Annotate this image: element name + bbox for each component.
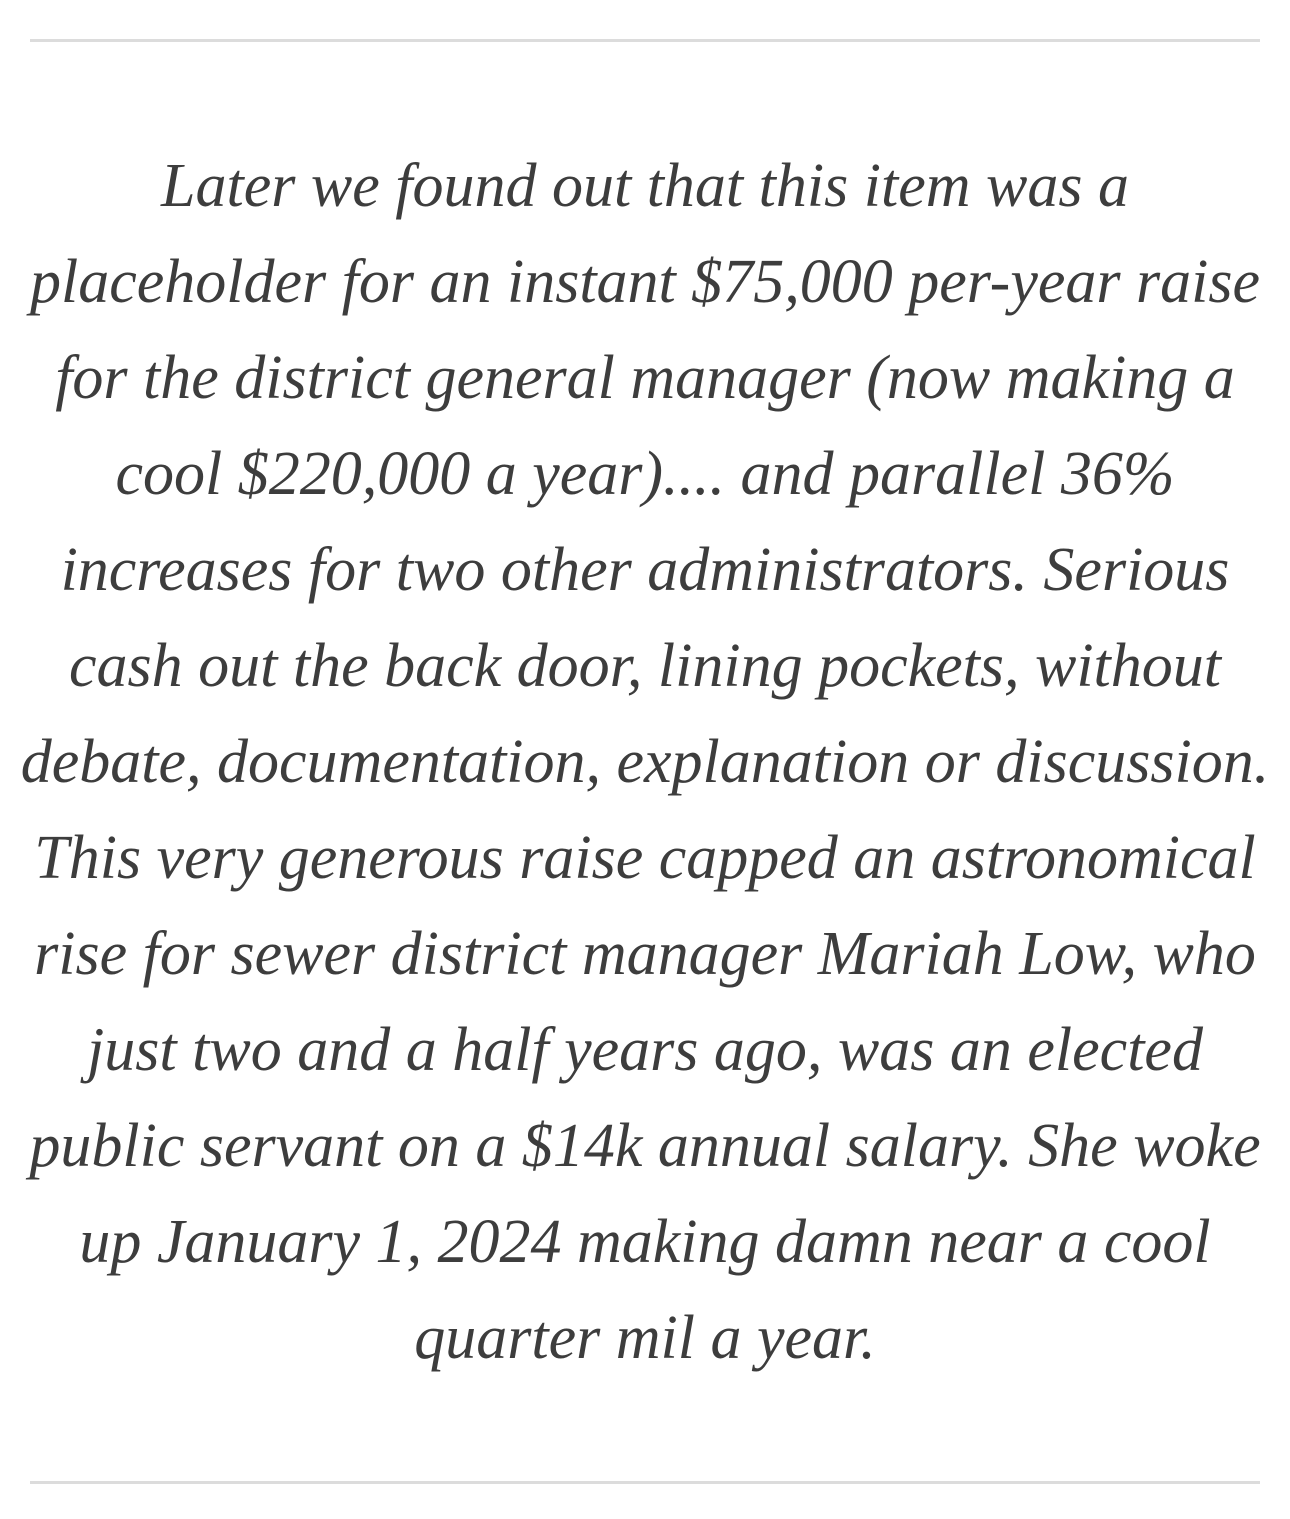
quote-line-3: for the district general manager (now making a (55, 344, 1235, 412)
quote-line-1: Later we found out that this item was a (161, 152, 1129, 220)
quote-line-9: rise for sewer district manager Mariah Low, who (34, 920, 1256, 988)
quote-line-13: quarter mil a year. (414, 1304, 876, 1372)
quote-line-6: cash out the back door, lining pockets, without (68, 632, 1222, 700)
quote-line-7: debate, documentation, explanation or discussion. (20, 728, 1270, 796)
quote-line-12: up January 1, 2024 making damn near a cool (79, 1208, 1211, 1276)
pull-quote (20, 138, 1270, 1386)
quote-line-5: increases for two other administrators. Serious (60, 536, 1230, 604)
top-divider (30, 39, 1260, 42)
quote-line-4: cool $220,000 a year).... and parallel 36% (115, 440, 1175, 508)
quote-line-11: public servant on a $14k annual salary. She woke (29, 1112, 1261, 1180)
quote-line-10: just two and a half years ago, was an elected (87, 1016, 1203, 1084)
quote-line-2: placeholder for an instant $75,000 per-year raise (29, 248, 1260, 316)
bottom-divider (30, 1481, 1260, 1484)
quote-line-8: This very generous raise capped an astronomical (34, 824, 1256, 892)
